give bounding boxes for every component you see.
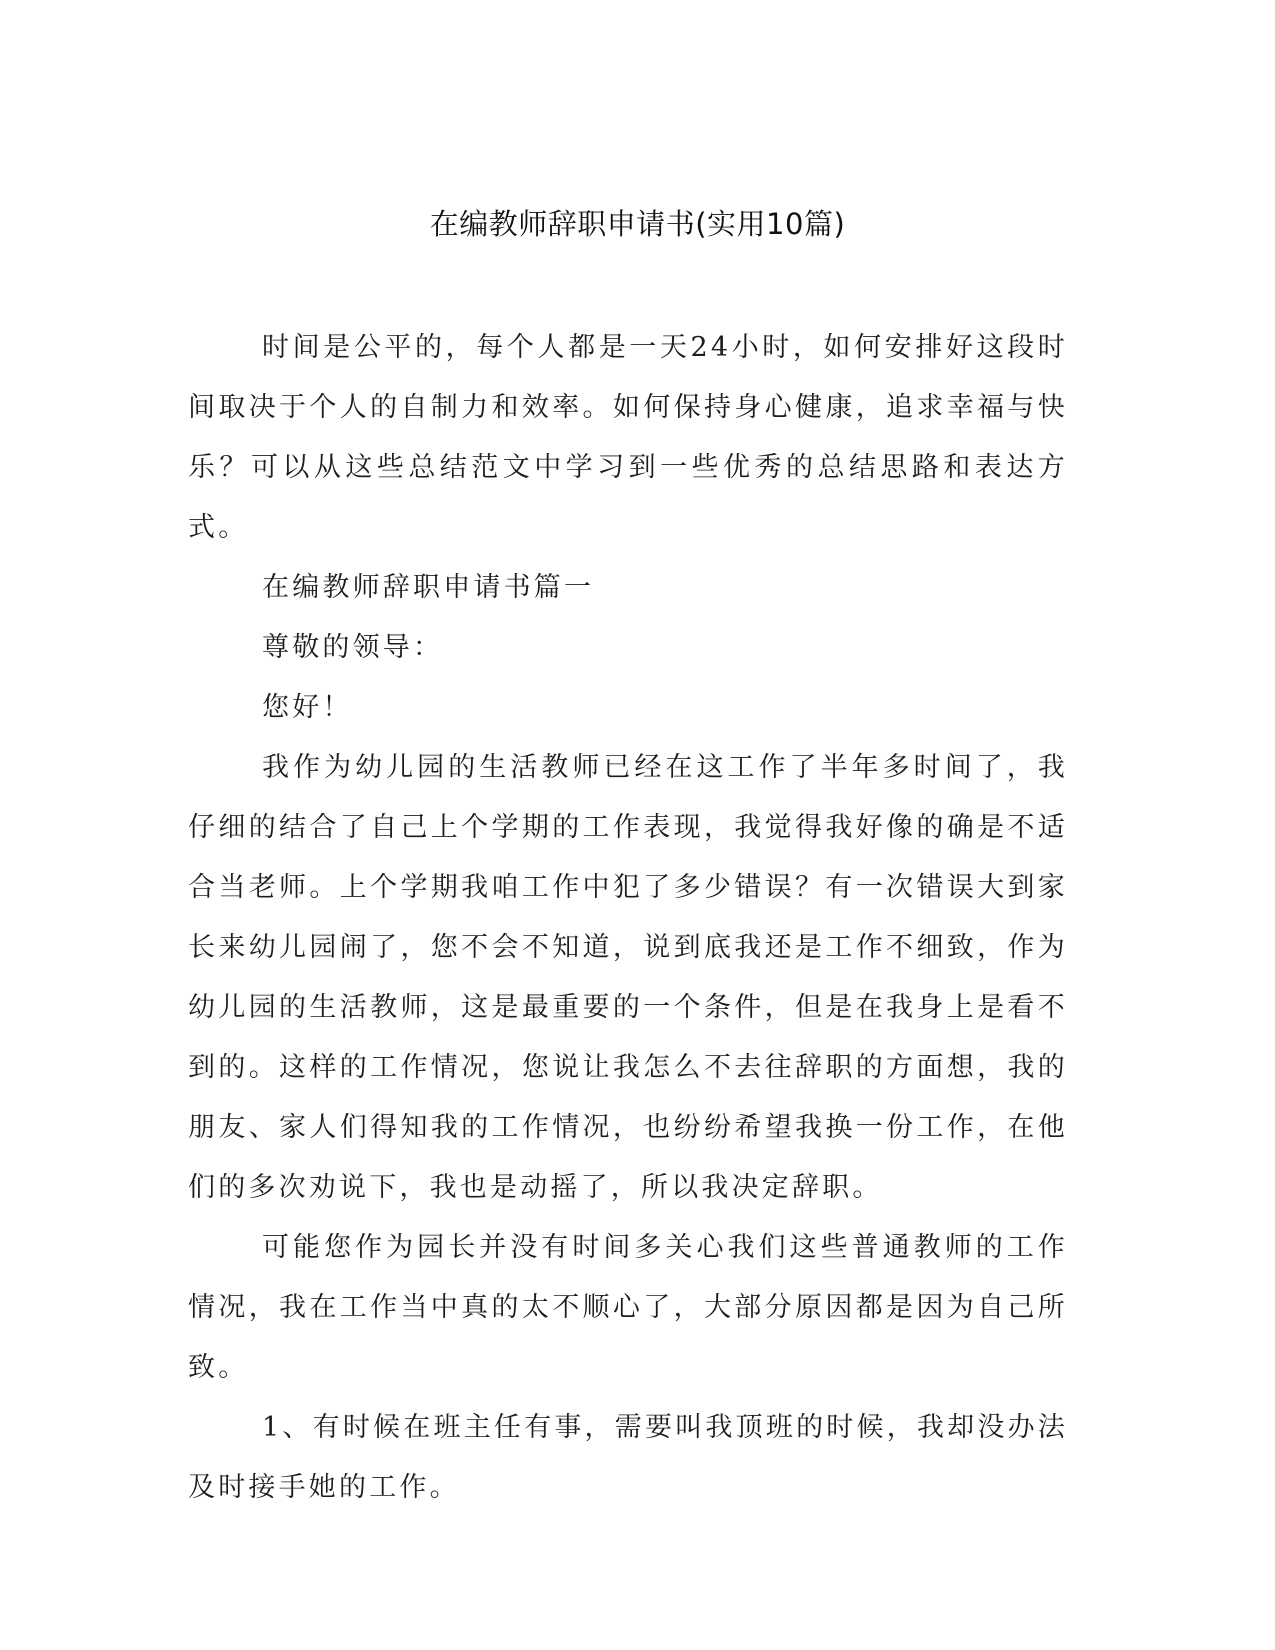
section-heading: 在编教师辞职申请书篇一 bbox=[262, 572, 595, 603]
document-title: 在编教师辞职申请书(实用10篇) bbox=[429, 207, 846, 241]
intro-paragraph: 时间是公平的，每个人都是一天24小时，如何安排好这段时间取决于个人的自制力和效率。如何保持身心健康，追求幸福与快乐？可以从这些总结范文中学习到一些优秀的总结思路和表达方式。 bbox=[188, 332, 1068, 543]
list-item: 1、有时候在班主任有事，需要叫我顶班的时候，我却没办法及时接手她的工作。 bbox=[188, 1412, 1068, 1503]
body-paragraph: 可能您作为园长并没有时间多关心我们这些普通教师的工作情况，我在工作当中真的太不顺心了，大部分原因都是因为自己所致。 bbox=[188, 1232, 1068, 1383]
greeting: 您好！ bbox=[262, 692, 353, 723]
body-paragraph: 我作为幼儿园的生活教师已经在这工作了半年多时间了，我仔细的结合了自己上个学期的工作表现，我觉得我好像的确是不适合当老师。上个学期我咱工作中犯了多少错误？有一次错误大到家长来幼儿园闹了，您不会不知道，说到底我还是工作不细致，作为幼儿园的生活教师，这是最重要的一个条件，但是在我身上是看不到的。这样的工作情况，您说让我怎么不去往辞职的方面想，我的朋友、家人们得知我的工作情况，也纷纷希望我换一份工作，在他们的多次劝说下，我也是动摇了，所以我决定辞职。 bbox=[188, 752, 1068, 1203]
salutation: 尊敬的领导： bbox=[262, 632, 444, 663]
document-body bbox=[188, 318, 1068, 1518]
